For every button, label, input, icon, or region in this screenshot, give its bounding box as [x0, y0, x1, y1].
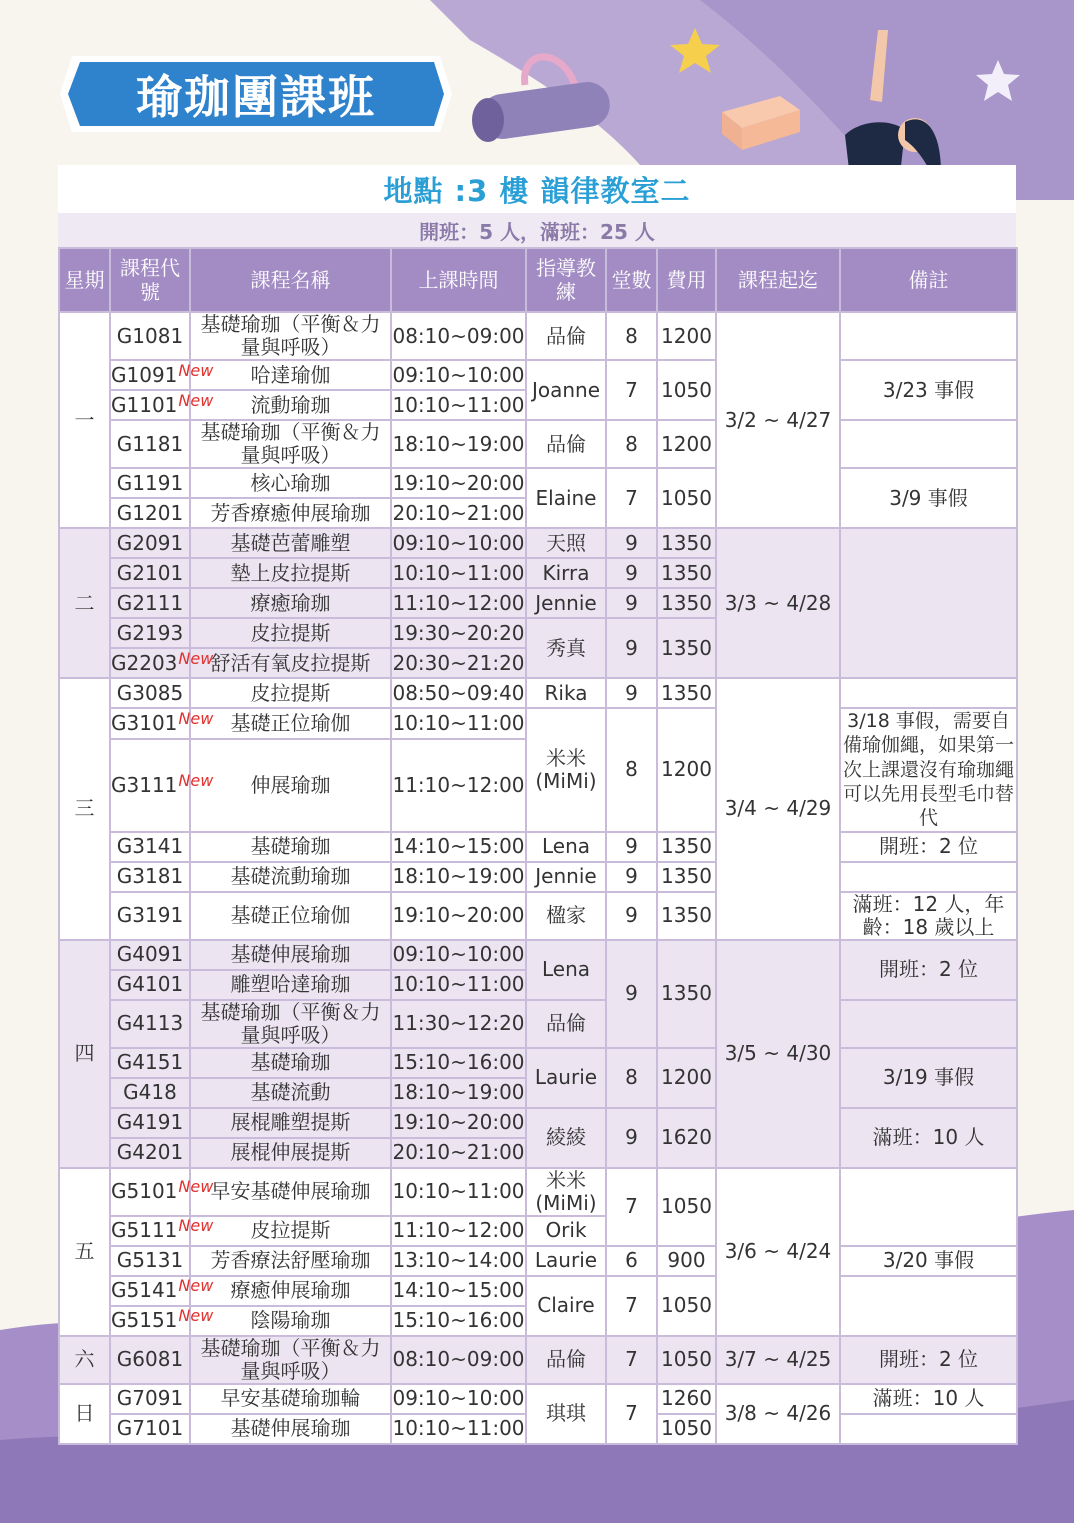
- course-code: G1081: [110, 312, 190, 360]
- course-time: 11:10~12:00: [391, 1216, 526, 1246]
- period-cell: 3/6 ~ 4/24: [716, 1168, 840, 1336]
- note: 3/18 事假，需要自備瑜伽繩，如果第一次上課還沒有瑜珈繩可以先用長型毛巾替代: [840, 708, 1017, 832]
- sessions: 9: [606, 940, 657, 1048]
- sessions: 7: [606, 1276, 657, 1336]
- table-row: [59, 678, 1017, 708]
- course-code: G1181: [110, 420, 190, 468]
- star-icon: [976, 60, 1020, 101]
- course-time: 08:50~09:40: [391, 678, 526, 708]
- sessions: 9: [606, 618, 657, 678]
- note: [840, 420, 1017, 468]
- teacher: Laurie: [526, 1048, 606, 1108]
- sessions: 7: [606, 360, 657, 420]
- note: [840, 1276, 1017, 1336]
- course-time: 10:10~11:00: [391, 970, 526, 1000]
- course-code: G3181: [110, 862, 190, 892]
- teacher: 秀真: [526, 618, 606, 678]
- course-name: 基礎伸展瑜珈: [190, 1414, 391, 1444]
- header-time: 上課時間: [391, 248, 526, 312]
- table-row: [59, 940, 1017, 970]
- header-name: 課程名稱: [190, 248, 391, 312]
- course-name: 雕塑哈達瑜珈: [190, 970, 391, 1000]
- course-name: 療癒伸展瑜珈: [190, 1276, 391, 1306]
- table-header-row: [59, 248, 1017, 312]
- table-row: [59, 360, 1017, 390]
- course-name: 基礎瑜珈: [190, 1048, 391, 1078]
- table-row: [59, 862, 1017, 892]
- sessions: 9: [606, 558, 657, 588]
- course-name: 哈達瑜伽: [190, 360, 391, 390]
- course-name: 基礎瑜珈（平衡＆力量與呼吸）: [190, 312, 391, 360]
- course-time: 15:10~16:00: [391, 1306, 526, 1336]
- course-time: 20:10~21:00: [391, 1138, 526, 1168]
- course-time: 09:10~10:00: [391, 528, 526, 558]
- period-cell: 3/5 ~ 4/30: [716, 940, 840, 1168]
- course-time: 11:30~12:20: [391, 1000, 526, 1048]
- new-badge: New: [178, 360, 214, 380]
- course-name: 療癒瑜珈: [190, 588, 391, 618]
- course-time: 19:30~20:20: [391, 618, 526, 648]
- course-time: 20:30~21:20: [391, 648, 526, 678]
- fee: 1200: [657, 420, 716, 468]
- course-code: G7101: [110, 1414, 190, 1444]
- course-time: 14:10~15:00: [391, 832, 526, 862]
- sessions: 7: [606, 468, 657, 528]
- new-badge: New: [178, 648, 214, 668]
- teacher: Jennie: [526, 588, 606, 618]
- note: [840, 1414, 1017, 1444]
- course-code: G4151: [110, 1048, 190, 1078]
- course-name: 核心瑜珈: [190, 468, 391, 498]
- course-name: 基礎瑜珈（平衡＆力量與呼吸）: [190, 1000, 391, 1048]
- header-note: 備註: [840, 248, 1017, 312]
- teacher: 綾綾: [526, 1108, 606, 1168]
- course-name: 伸展瑜珈: [190, 739, 391, 831]
- course-code: G4191: [110, 1108, 190, 1138]
- fee: 1050: [657, 1276, 716, 1336]
- teacher: 品倫: [526, 1336, 606, 1384]
- course-code: $G3111^{New}$: [110, 739, 190, 831]
- yoga-block-icon: [722, 96, 800, 150]
- course-code: $G3101^{New}$: [110, 708, 190, 739]
- yoga-mat-icon: [472, 57, 613, 142]
- course-name: 舒活有氧皮拉提斯: [190, 648, 391, 678]
- fee: 1200: [657, 1048, 716, 1108]
- day-cell: 一: [59, 312, 110, 528]
- fee: 1050: [657, 1336, 716, 1384]
- note: [840, 528, 1017, 678]
- course-code: G418: [110, 1078, 190, 1108]
- course-name: 皮拉提斯: [190, 678, 391, 708]
- course-code: G4201: [110, 1138, 190, 1168]
- period-cell: 3/3 ~ 4/28: [716, 528, 840, 678]
- teacher: 品倫: [526, 312, 606, 360]
- table-row: [59, 1276, 1017, 1306]
- note: [840, 312, 1017, 360]
- fee: 1200: [657, 708, 716, 832]
- capacity-info: 開班：5 人，滿班：25 人: [58, 213, 1016, 247]
- course-code: G3085: [110, 678, 190, 708]
- course-time: 10:10~11:00: [391, 1168, 526, 1216]
- course-name: 芳香療癒伸展瑜珈: [190, 498, 391, 528]
- teacher: Kirra: [526, 558, 606, 588]
- sessions: 9: [606, 528, 657, 558]
- course-code: G4113: [110, 1000, 190, 1048]
- course-code: G1191: [110, 468, 190, 498]
- table-row: [59, 1108, 1017, 1138]
- course-code: G4091: [110, 940, 190, 970]
- fee: 1350: [657, 528, 716, 558]
- sessions: 7: [606, 1384, 657, 1444]
- teacher: 米米 (MiMi): [526, 1168, 606, 1216]
- table-row: [59, 1168, 1017, 1216]
- sessions: 8: [606, 708, 657, 832]
- course-code: G7091: [110, 1384, 190, 1414]
- course-time: 18:10~19:00: [391, 862, 526, 892]
- course-name: 早安基礎伸展瑜珈: [190, 1168, 391, 1216]
- course-code: G6081: [110, 1336, 190, 1384]
- course-code: G5131: [110, 1246, 190, 1276]
- fee: 1200: [657, 312, 716, 360]
- teacher: Lena: [526, 832, 606, 862]
- course-time: 19:10~20:00: [391, 468, 526, 498]
- course-name: 基礎瑜珈: [190, 832, 391, 862]
- course-code: $G1101^{New}$: [110, 390, 190, 420]
- course-time: 11:10~12:00: [391, 739, 526, 831]
- course-name: 陰陽瑜珈: [190, 1306, 391, 1336]
- teacher: 品倫: [526, 1000, 606, 1048]
- course-time: 15:10~16:00: [391, 1048, 526, 1078]
- course-code: G2091: [110, 528, 190, 558]
- course-code: $G1091^{New}$: [110, 360, 190, 390]
- note: 3/23 事假: [840, 360, 1017, 420]
- fee: 1350: [657, 558, 716, 588]
- course-code: $G5151^{New}$: [110, 1306, 190, 1336]
- course-name: 基礎正位瑜伽: [190, 892, 391, 940]
- day-cell: 五: [59, 1168, 110, 1336]
- course-name: 皮拉提斯: [190, 1216, 391, 1246]
- course-name: 基礎正位瑜伽: [190, 708, 391, 739]
- course-name: 皮拉提斯: [190, 618, 391, 648]
- course-name: 基礎芭蕾雕塑: [190, 528, 391, 558]
- header-day: 星期: [59, 248, 110, 312]
- teacher: Jennie: [526, 862, 606, 892]
- course-code: $G5111^{New}$: [110, 1216, 190, 1246]
- new-badge: New: [178, 709, 214, 729]
- course-time: 10:10~11:00: [391, 390, 526, 420]
- sessions: 8: [606, 312, 657, 360]
- teacher: 楹家: [526, 892, 606, 940]
- teacher: Joanne: [526, 360, 606, 420]
- fee: 1350: [657, 588, 716, 618]
- course-code: G4101: [110, 970, 190, 1000]
- table-row: [59, 468, 1017, 498]
- note: 滿班：10 人: [840, 1108, 1017, 1168]
- day-cell: 四: [59, 940, 110, 1168]
- sessions: 9: [606, 678, 657, 708]
- day-cell: 二: [59, 528, 110, 678]
- period-cell: 3/8 ~ 4/26: [716, 1384, 840, 1444]
- new-badge: New: [178, 1216, 214, 1236]
- teacher: Rika: [526, 678, 606, 708]
- header-code: 課程代號: [110, 248, 190, 312]
- table-row: [59, 1048, 1017, 1078]
- fee: 1350: [657, 832, 716, 862]
- schedule-table: [58, 247, 1018, 1445]
- teacher: 琪琪: [526, 1384, 606, 1444]
- course-time: 18:10~19:00: [391, 420, 526, 468]
- period-cell: 3/2 ~ 4/27: [716, 312, 840, 528]
- day-cell: 三: [59, 678, 110, 940]
- sessions: 7: [606, 1168, 657, 1246]
- note: [840, 862, 1017, 892]
- course-name: 早安基礎瑜珈輪: [190, 1384, 391, 1414]
- note: 滿班：10 人: [840, 1384, 1017, 1414]
- fee: 1350: [657, 618, 716, 678]
- sessions: 8: [606, 420, 657, 468]
- course-time: 10:10~11:00: [391, 1414, 526, 1444]
- course-name: 基礎流動瑜珈: [190, 862, 391, 892]
- sessions: 6: [606, 1246, 657, 1276]
- course-code: $G2203^{New}$: [110, 648, 190, 678]
- teacher: Claire: [526, 1276, 606, 1336]
- course-name: 基礎瑜珈（平衡＆力量與呼吸）: [190, 420, 391, 468]
- sessions: 9: [606, 862, 657, 892]
- course-time: 19:10~20:00: [391, 892, 526, 940]
- course-time: 10:10~11:00: [391, 708, 526, 739]
- course-code: $G5101^{New}$: [110, 1168, 190, 1216]
- fee: 1350: [657, 892, 716, 940]
- course-code: G1201: [110, 498, 190, 528]
- new-badge: New: [178, 390, 214, 410]
- course-time: 20:10~21:00: [391, 498, 526, 528]
- header-period: 課程起迄: [716, 248, 840, 312]
- day-cell: 六: [59, 1336, 110, 1384]
- star-icon: [670, 28, 720, 73]
- course-code: G2111: [110, 588, 190, 618]
- fee: 1050: [657, 1414, 716, 1444]
- course-time: 11:10~12:00: [391, 588, 526, 618]
- note: 3/19 事假: [840, 1048, 1017, 1108]
- course-code: G3191: [110, 892, 190, 940]
- sessions: 9: [606, 588, 657, 618]
- course-time: 09:10~10:00: [391, 1384, 526, 1414]
- course-time: 13:10~14:00: [391, 1246, 526, 1276]
- day-cell: 日: [59, 1384, 110, 1444]
- fee: 1050: [657, 468, 716, 528]
- note: 開班：2 位: [840, 940, 1017, 1000]
- course-time: 08:10~09:00: [391, 312, 526, 360]
- course-time: 09:10~10:00: [391, 940, 526, 970]
- period-cell: 3/4 ~ 4/29: [716, 678, 840, 940]
- sessions: 9: [606, 892, 657, 940]
- course-code: G3141: [110, 832, 190, 862]
- course-name: 展棍雕塑提斯: [190, 1108, 391, 1138]
- sessions: 9: [606, 1108, 657, 1168]
- course-time: 19:10~20:00: [391, 1108, 526, 1138]
- fee: 1350: [657, 940, 716, 1048]
- page-title: 瑜珈團課班: [136, 70, 376, 124]
- new-badge: New: [178, 1276, 214, 1296]
- fee: 1620: [657, 1108, 716, 1168]
- teacher: Elaine: [526, 468, 606, 528]
- sessions: 9: [606, 832, 657, 862]
- course-code: G2193: [110, 618, 190, 648]
- teacher: Lena: [526, 940, 606, 1000]
- header-fee: 費用: [657, 248, 716, 312]
- fee: 1350: [657, 678, 716, 708]
- course-code: G2101: [110, 558, 190, 588]
- course-name: 芳香療法舒壓瑜珈: [190, 1246, 391, 1276]
- course-name: 展棍伸展提斯: [190, 1138, 391, 1168]
- course-name: 流動瑜珈: [190, 390, 391, 420]
- table-row: [59, 420, 1017, 468]
- table-row: [59, 528, 1017, 558]
- header-sessions: 堂數: [606, 248, 657, 312]
- fee: 1050: [657, 1168, 716, 1246]
- note: 3/9 事假: [840, 468, 1017, 528]
- fee: 1350: [657, 862, 716, 892]
- course-name: 基礎流動: [190, 1078, 391, 1108]
- course-name: 基礎瑜珈（平衡＆力量與呼吸）: [190, 1336, 391, 1384]
- course-time: 18:10~19:00: [391, 1078, 526, 1108]
- teacher: 品倫: [526, 420, 606, 468]
- teacher: Orik: [526, 1216, 606, 1246]
- course-name: 基礎伸展瑜珈: [190, 940, 391, 970]
- teacher: 米米 (MiMi): [526, 708, 606, 832]
- header-teacher: 指導教練: [526, 248, 606, 312]
- sessions: 8: [606, 1048, 657, 1108]
- course-time: 09:10~10:00: [391, 360, 526, 390]
- table-row: [59, 708, 1017, 739]
- table-row: [59, 1384, 1017, 1414]
- fee: 900: [657, 1246, 716, 1276]
- period-cell: 3/7 ~ 4/25: [716, 1336, 840, 1384]
- course-code: $G5141^{New}$: [110, 1276, 190, 1306]
- note: 開班：2 位: [840, 832, 1017, 862]
- note: [840, 678, 1017, 708]
- table-row: [59, 832, 1017, 862]
- teacher: 天照: [526, 528, 606, 558]
- fee: 1260: [657, 1384, 716, 1414]
- sessions: 7: [606, 1336, 657, 1384]
- teacher: Laurie: [526, 1246, 606, 1276]
- location-heading: 地點 :3 樓 韻律教室二: [58, 165, 1016, 213]
- new-badge: New: [178, 1306, 214, 1326]
- table-row: [59, 892, 1017, 940]
- note: 3/20 事假: [840, 1246, 1017, 1276]
- note: 滿班：12 人，年齡：18 歲以上: [840, 892, 1017, 940]
- table-row: [59, 1000, 1017, 1048]
- course-time: 10:10~11:00: [391, 558, 526, 588]
- fee: 1050: [657, 360, 716, 420]
- course-name: 墊上皮拉提斯: [190, 558, 391, 588]
- table-row: [59, 1246, 1017, 1276]
- note: [840, 1168, 1017, 1246]
- table-row: [59, 1336, 1017, 1384]
- course-time: 08:10~09:00: [391, 1336, 526, 1384]
- new-badge: New: [178, 1177, 214, 1197]
- course-time: 14:10~15:00: [391, 1276, 526, 1306]
- note: [840, 1000, 1017, 1048]
- note: 開班：2 位: [840, 1336, 1017, 1384]
- table-row: [59, 312, 1017, 360]
- new-badge: New: [178, 770, 214, 790]
